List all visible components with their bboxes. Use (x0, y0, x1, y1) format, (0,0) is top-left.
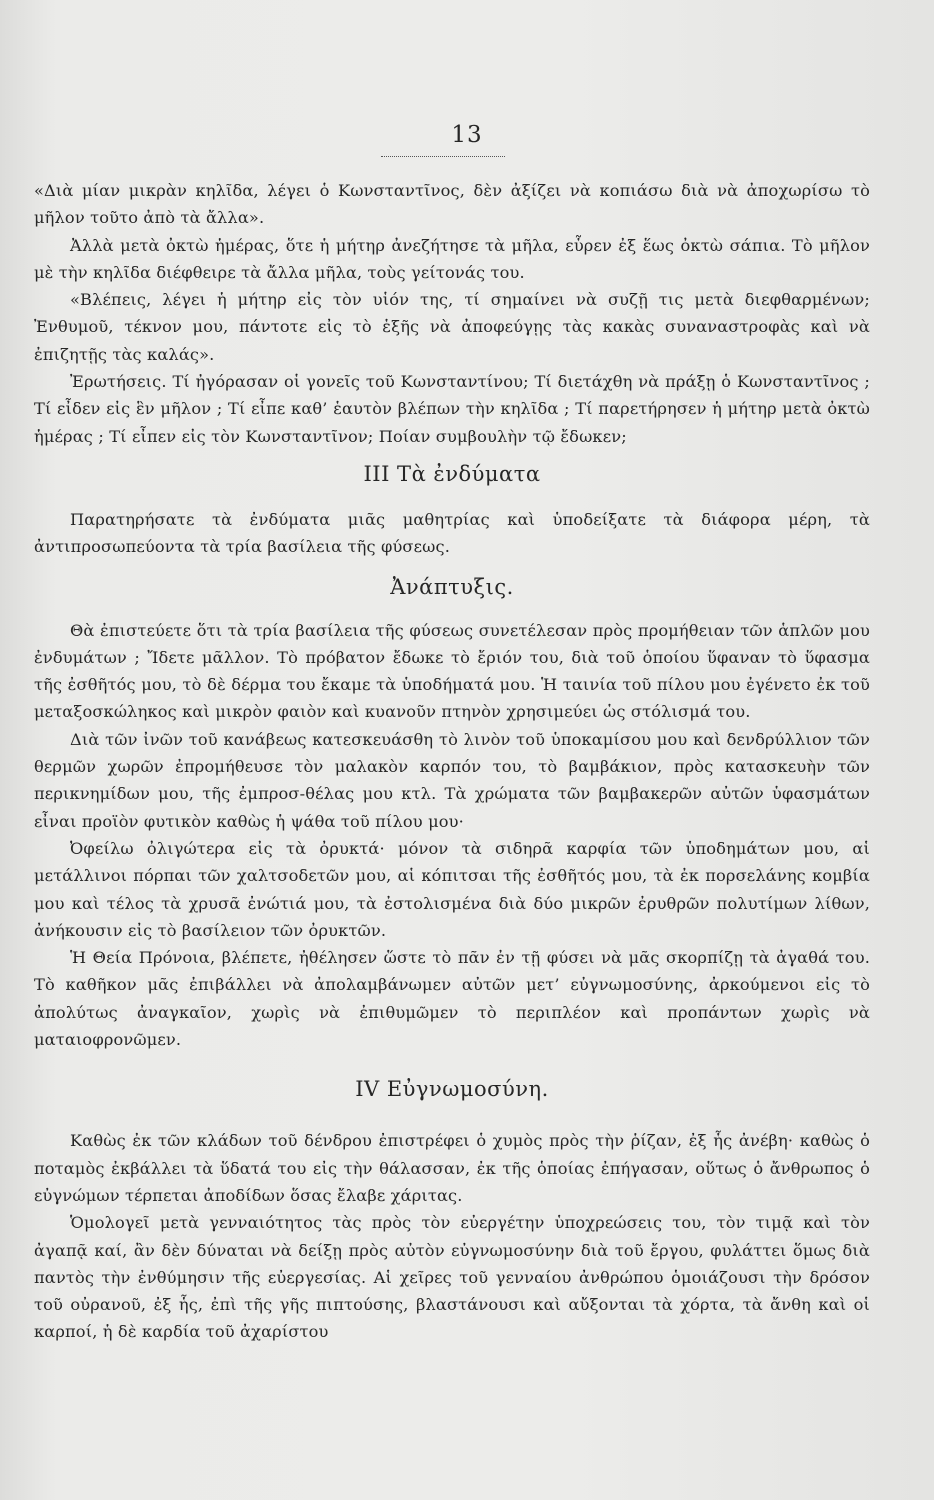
page-number-rule (381, 156, 505, 157)
body-paragraph: Ἡ Θεία Πρόνοια, βλέπετε, ἠθέλησεν ὥστε τὸ πᾶν ἐν τῇ φύσει νὰ μᾶς σκορπίζῃ τὰ ἀγαθά του. Τὸ καθῆκον μᾶς ἐπιβάλλει νὰ ἀπολαμβάνωμεν αὐτῶν μετ’ εὐγνωμοσύνης, ἀρκούμενοι εἰς τὸ ἀπολύτως ἀναγκαῖον, χωρὶς νὰ ἐπιθυμῶμεν τὸ περιπλέον καὶ προπάντων χωρὶς νὰ ματαιοφρονῶμεν. (34, 948, 870, 1050)
story-paragraph: Ἀλλὰ μετὰ ὀκτὼ ἡμέρας, ὅτε ἡ μήτηρ ἀνεζήτησε τὰ μῆλα, εὗρεν ἐξ ἕως ὀκτὼ σάπια. Τὸ μῆλον μὲ τὴν κηλῖδα διέφθειρε τὰ ἄλλα μῆλα, τοὺς γείτονάς του. (34, 235, 870, 282)
section-heading-clothes: III Τὰ ἐνδύματα (363, 461, 541, 486)
body-paragraph: Ὁμολογεῖ μετὰ γενναιότητος τὰς πρὸς τὸν εὐεργέτην ὑποχρεώσεις του, τὸν τιμᾷ καὶ τὸν ἀγαπᾷ καί, ἂν δὲν δύναται νὰ δείξῃ πρὸς αὐτὸν εὐγνωμοσύνην διὰ τοῦ ἔργου, φυλάττει ὅμως διὰ παντὸς τὴν ἐνθύμησιν τῆς εὐεργεσίας. Αἱ χεῖρες τοῦ γενναίου ἀνθρώπου ὁμοιάζουσι τὴν δρόσον τοῦ οὐρανοῦ, ἐξ ἧς, ἐπὶ τῆς γῆς πιπτούσης, βλαστάνουσι καὶ αὔξονται τὰ χόρτα, τὰ ἄνθη καὶ οἱ καρποί, ἡ δὲ καρδία τοῦ ἀχαρίστου (34, 1213, 870, 1342)
body-paragraph: Διὰ τῶν ἰνῶν τοῦ κανάβεως κατεσκευάσθη τὸ λινὸν τοῦ ὑποκαμίσου μου καὶ δενδρύλλιον τῶν θερμῶν χωρῶν ἐπρομήθευσε τὸν μαλακὸν καρπόν του, τὸ βαμβάκιον, πρὸς κατασκευὴν τῶν περικνημίδων μου, τῆς ἐμπροσ-θέλας μου κτλ. Τὰ χρώματα τῶν βαμβακερῶν αὐτῶν ὑφασμάτων εἶναι προϊὸν φυτικὸν καθὼς ἡ ψάθα τοῦ πίλου μου· (34, 729, 870, 831)
body-paragraph: Θὰ ἐπιστεύετε ὅτι τὰ τρία βασίλεια τῆς φύσεως συνετέλεσαν πρὸς προμήθειαν τῶν ἁπλῶν μου ἐνδυμάτων ; Ἴδετε μᾶλλον. Τὸ πρόβατον ἔδωκε τὸ ἔριόν του, διὰ τοῦ ὁποίου ὕφαναν τὸ ὕφασμα τῆς ἐσθῆτός μου, τὸ δὲ δέρμα του ἔκαμε τὰ ὑποδήματά μου. Ἡ ταινία τοῦ πίλου μου ἐγένετο ἐκ τοῦ μεταξοσκώληκος καὶ μικρὸν φαιὸν καὶ κυανοῦν πτηνὸν χρησιμεύει ὡς στόλισμά του. (34, 620, 870, 722)
body-paragraph: Ὀφείλω ὀλιγώτερα εἰς τὰ ὀρυκτά· μόνον τὰ σιδηρᾶ καρφία τῶν ὑποδημάτων μου, αἱ μετάλλινοι πόρπαι τῶν χαλτσοδετῶν μου, αἱ κόπιτσαι τῆς ἐσθῆτός μου, τὰ ἐκ πορσελάνης κομβία μου καὶ τέλος τὰ χρυσᾶ ἐνώτιά μου, τὰ ἐστολισμένα διὰ δύο μικρῶν ἐρυθρῶν πολυτίμων λίθων, ἀνήκουσιν εἰς τὸ βασίλειον τῶν ὀρυκτῶν. (34, 838, 870, 940)
section-intro: Παρατηρήσατε τὰ ἐνδύματα μιᾶς μαθητρίας καὶ ὑποδείξατε τὰ διάφορα μέρη, τὰ ἀντιπροσωπεύοντα τὰ τρία βασίλεια τῆς φύσεως. (34, 509, 870, 557)
story-paragraph: «Διὰ μίαν μικρὰν κηλῖδα, λέγει ὁ Κωνσταντῖνος, δὲν ἀξίζει νὰ κοπιάσω διὰ νὰ ἀποχωρίσω τὸ μῆλον τοῦτο ἀπὸ τὰ ἄλλα». (34, 181, 870, 228)
section-heading-gratitude: IV Εὐγνωμοσύνη. (355, 1077, 549, 1102)
body-paragraph: Καθὼς ἐκ τῶν κλάδων τοῦ δένδρου ἐπιστρέφει ὁ χυμὸς πρὸς τὴν ῥίζαν, ἐξ ἧς ἀνέβη· καθὼς ὁ ποταμὸς ἐκβάλλει τὰ ὕδατά του εἰς τὴν θάλασσαν, ἐκ τῆς ὁποίας ἐπήγασαν, οὕτως ὁ ἄνθρωπος ὁ εὐγνώμων τέρπεται ἀποδίδων ὅσας ἔλαβε χάριτας. (34, 1131, 870, 1205)
subheading-development: Ἀνάπτυξις. (390, 574, 514, 599)
story-paragraph: «Βλέπεις, λέγει ἡ μήτηρ εἰς τὸν υἱόν της, τί σημαίνει νὰ συζῇ τις μετὰ διεφθαρμένων; Ἐνθυμοῦ, τέκνον μου, πάντοτε εἰς τὸ ἑξῆς νὰ ἀποφεύγῃς τὰς κακὰς συναναστροφὰς καὶ νὰ ἐπιζητῇς τὰς καλάς». (34, 290, 870, 364)
page-number: 13 (451, 122, 483, 148)
questions-paragraph: Ἐρωτήσεις. Τί ἠγόρασαν οἱ γονεῖς τοῦ Κωνσταντίνου; Τί διετάχθη νὰ πράξῃ ὁ Κωνσταντῖνος ; Τί εἶδεν εἰς ἓν μῆλον ; Τί εἶπε καθ’ ἑαυτὸν βλέπων τὴν κηλῖδα ; Τί παρετήρησεν ἡ μήτηρ μετὰ ὀκτὼ ἡμέρας ; Τί εἶπεν εἰς τὸν Κωνσταντῖνον; Ποίαν συμβουλὴν τῷ ἔδωκεν; (34, 372, 870, 446)
page-body (34, 177, 870, 1346)
